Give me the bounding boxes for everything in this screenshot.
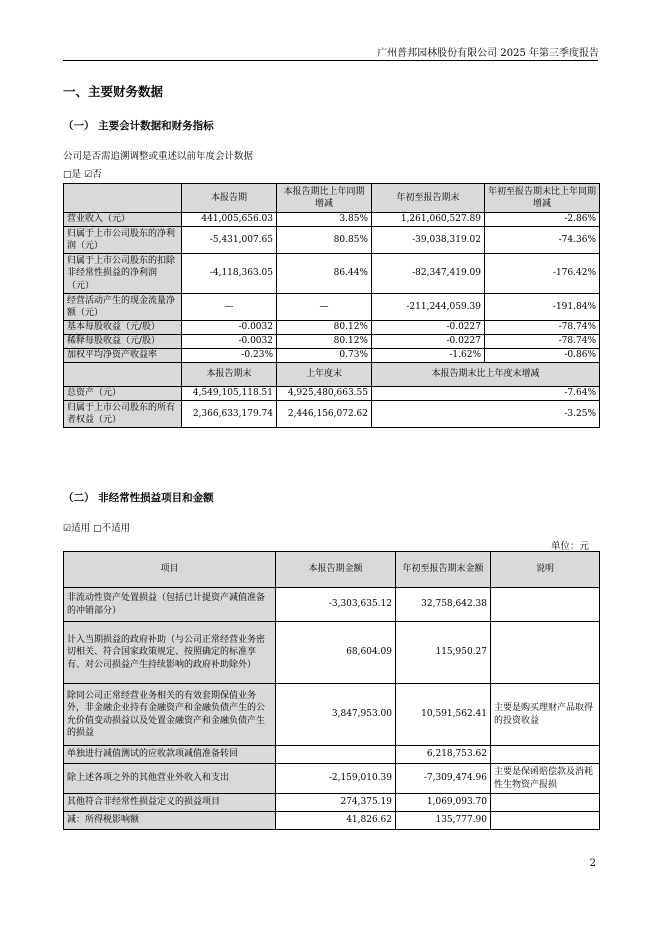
- column-header: 年初至报告期末金额: [396, 552, 491, 588]
- table-row: [64, 335, 600, 349]
- column-header: 项目: [64, 552, 276, 588]
- applicability: [63, 520, 130, 534]
- yes-label: 是: [71, 169, 82, 180]
- table-cell: -0.23%: [182, 349, 277, 363]
- column-header: 本报告期末: [182, 363, 277, 387]
- row-label: 归属于上市公司股东的扣除非经常性损益的净利润（元）: [64, 254, 182, 294]
- table-row: [64, 387, 600, 401]
- table-row: [64, 213, 600, 227]
- column-header: [64, 184, 182, 213]
- row-label: 加权平均净资产收益率: [64, 349, 182, 363]
- table-row: [64, 622, 600, 684]
- table-cell: 4,925,480,663.55: [277, 387, 372, 401]
- table-row: [64, 321, 600, 335]
- table-row: [64, 254, 600, 294]
- note-cell: 主要是保函赔偿款及消耗性生物资产报损: [491, 764, 600, 794]
- row-label: 基本每股收益（元/股）: [64, 321, 182, 335]
- section-title: 一、主要财务数据: [63, 84, 164, 99]
- table-cell: -82,347,419.09: [372, 254, 485, 294]
- table-cell: —: [277, 294, 372, 321]
- table-cell: 3,847,953.00: [276, 684, 396, 746]
- table-cell: 80.12%: [277, 335, 372, 349]
- restatement-answer: [63, 166, 102, 180]
- table-cell: 68,604.09: [276, 622, 396, 684]
- row-label: 总资产（元）: [64, 387, 182, 401]
- unit-label: 单位：元: [550, 541, 589, 552]
- column-header: 年初至报告期末: [372, 184, 485, 213]
- table-header-row: [64, 363, 600, 387]
- table-cell: -0.0227: [372, 321, 485, 335]
- header-divider: [63, 60, 598, 61]
- table-cell: -5,431,007.65: [182, 227, 277, 254]
- table-cell: -39,038,319.02: [372, 227, 485, 254]
- row-label: 单独进行减值测试的应收款项减值准备转回: [64, 746, 276, 764]
- table-cell: 80.12%: [277, 321, 372, 335]
- note-cell: [491, 794, 600, 812]
- table-cell: -4,118,363.05: [182, 254, 277, 294]
- applicable-checkbox[interactable]: ☑: [63, 524, 72, 534]
- table-cell: 6,218,753.62: [396, 746, 491, 764]
- row-label: 计入当期损益的政府补助（与公司正常经营业务密切相关、符合国家政策规定、按照确定的标准享有、对公司损益产生持续影响的政府补助除外）: [64, 622, 276, 684]
- table-row: [64, 401, 600, 428]
- column-header: 本报告期末比上年度末增减: [372, 363, 600, 387]
- note-cell: [491, 812, 600, 830]
- table-cell: 441,005,656.03: [182, 213, 277, 227]
- table-cell: -1.62%: [372, 349, 485, 363]
- not-applicable-label: 不适用: [101, 523, 131, 534]
- table-cell: —: [182, 294, 277, 321]
- page-header: 广州普邦园林股份有限公司 2025 年第三季度报告: [377, 48, 599, 59]
- table-cell: -0.0032: [182, 335, 277, 349]
- subsection-title-1: （一） 主要会计数据和财务指标: [63, 120, 214, 132]
- table-cell: -3.25%: [372, 401, 600, 428]
- row-label: 非流动性资产处置损益（包括已计提资产减值准备的冲销部分）: [64, 588, 276, 622]
- table-cell: -0.0227: [372, 335, 485, 349]
- note-cell: [491, 588, 600, 622]
- column-header: 本报告期比上年同期增减: [277, 184, 372, 213]
- key-financial-data-table: [63, 183, 600, 428]
- table-cell: -2.86%: [485, 213, 600, 227]
- column-header: 本报告期: [182, 184, 277, 213]
- table-cell: 80.85%: [277, 227, 372, 254]
- table-cell: -78.74%: [485, 321, 600, 335]
- table-cell: 41,826.62: [276, 812, 396, 830]
- table-cell: 274,375.19: [276, 794, 396, 812]
- table-cell: -74.36%: [485, 227, 600, 254]
- table-row: [64, 227, 600, 254]
- row-label: 归属于上市公司股东的所有者权益（元）: [64, 401, 182, 428]
- column-header: 本报告期金额: [276, 552, 396, 588]
- table-cell: -78.74%: [485, 335, 600, 349]
- table-cell: 2,446,156,072.62: [277, 401, 372, 428]
- table-cell: 135,777.90: [396, 812, 491, 830]
- table-cell: -191.84%: [485, 294, 600, 321]
- table-cell: [276, 746, 396, 764]
- table-cell: -176.42%: [485, 254, 600, 294]
- table-cell: -7.64%: [372, 387, 600, 401]
- table-cell: -0.0032: [182, 321, 277, 335]
- table-cell: -2,159,010.39: [276, 764, 396, 794]
- table-cell: -0.86%: [485, 349, 600, 363]
- note-cell: [491, 622, 600, 684]
- row-label: 稀释每股收益（元/股）: [64, 335, 182, 349]
- row-label: 其他符合非经常性损益定义的损益项目: [64, 794, 276, 812]
- not-applicable-checkbox[interactable]: □: [93, 524, 102, 534]
- restatement-question: 公司是否需追溯调整或重述以前年度会计数据: [63, 151, 254, 162]
- yes-checkbox[interactable]: □: [63, 170, 72, 180]
- row-label: 归属于上市公司股东的净利润（元）: [64, 227, 182, 254]
- table-cell: 10,591,562.41: [396, 684, 491, 746]
- row-label: 除上述各项之外的其他营业外收入和支出: [64, 764, 276, 794]
- no-checkbox[interactable]: ☑: [84, 170, 93, 180]
- column-header: 年初至报告期末比上年同期增减: [485, 184, 600, 213]
- table-row: [64, 588, 600, 622]
- row-label: 减：所得税影响额: [64, 812, 276, 830]
- table-cell: 2,366,633,179.74: [182, 401, 277, 428]
- table-cell: 86.44%: [277, 254, 372, 294]
- table-cell: -211,244,059.39: [372, 294, 485, 321]
- no-label: 否: [92, 169, 102, 180]
- table-row: [64, 684, 600, 746]
- table-row: [64, 746, 600, 764]
- table-cell: 1,069,093.70: [396, 794, 491, 812]
- table-row: [64, 349, 600, 363]
- table-cell: -7,309,474.96: [396, 764, 491, 794]
- table-cell: 0.73%: [277, 349, 372, 363]
- row-label: 除同公司正常经营业务相关的有效套期保值业务外，非金融企业持有金融资产和金融负债产生的公允价值变动损益以及处置金融资产和金融负债产生的损益: [64, 684, 276, 746]
- applicable-label: 适用: [71, 523, 91, 534]
- table-cell: 115,950.27: [396, 622, 491, 684]
- table-cell: 1,261,060,527.89: [372, 213, 485, 227]
- table-row: [64, 764, 600, 794]
- table-cell: -3,303,635.12: [276, 588, 396, 622]
- row-label: 经营活动产生的现金流量净额（元）: [64, 294, 182, 321]
- table-cell: 32,758,642.38: [396, 588, 491, 622]
- column-header: 上年度末: [277, 363, 372, 387]
- table-header-row: [64, 552, 600, 588]
- non-recurring-items-table: [63, 551, 600, 830]
- column-header: [64, 363, 182, 387]
- row-label: 营业收入（元）: [64, 213, 182, 227]
- table-row: [64, 812, 600, 830]
- subsection-title-2: （二） 非经常性损益项目和金额: [63, 492, 214, 504]
- table-cell: 4,549,105,118.51: [182, 387, 277, 401]
- column-header: 说明: [491, 552, 600, 588]
- table-header-row: [64, 184, 600, 213]
- note-cell: 主要是购买理财产品取得的投资收益: [491, 684, 600, 746]
- page-number: 2: [589, 858, 596, 869]
- table-cell: 3.85%: [277, 213, 372, 227]
- table-row: [64, 794, 600, 812]
- table-row: [64, 294, 600, 321]
- note-cell: [491, 746, 600, 764]
